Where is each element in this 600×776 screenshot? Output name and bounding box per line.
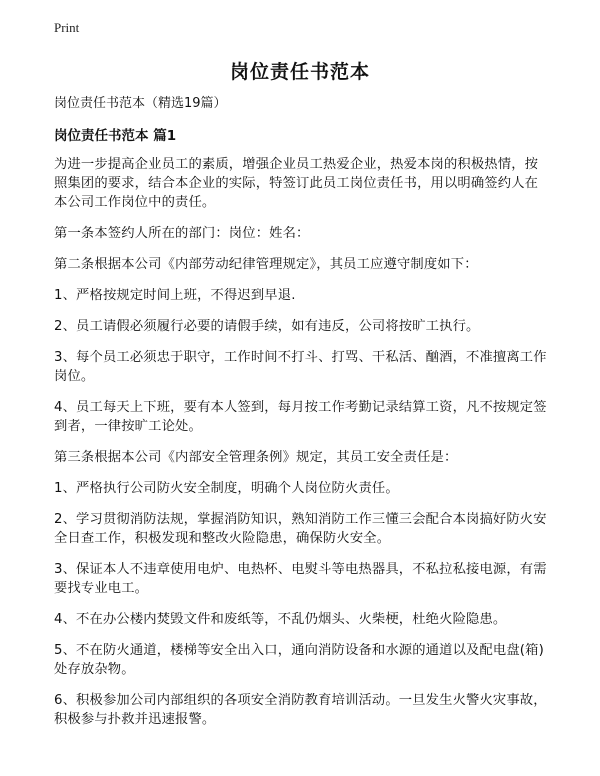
paragraph-rule-1: 1、严格按规定时间上班，不得迟到早退. (54, 288, 296, 303)
paragraph-rule-3: 3、每个员工必须忠于职守，工作时间不打斗、打骂、干私活、酗酒，不准擅离工作岗位。 (54, 350, 547, 384)
paragraph-safety-3: 3、保证本人不违章使用电炉、电热杯、电熨斗等电热器具，不私拉私接电源，有需要找专业电工。 (54, 562, 547, 596)
paragraph-safety-4: 4、不在办公楼内焚毁文件和废纸等，不乱仍烟头、火柴梗，杜绝火险隐患。 (54, 612, 507, 627)
paragraph-safety-1: 1、严格执行公司防火安全制度，明确个人岗位防火责任。 (54, 481, 399, 496)
paragraph-intro: 为进一步提高企业员工的素质，增强企业员工热爱企业，热爱本岗的积极热情，按照集团的要求，结合本企业的实际，特签订此员工岗位责任书，用以明确签约人在本公司工作岗位中的责任。 (54, 157, 539, 210)
paragraph-article-1: 第一条本签约人所在的部门：岗位：姓名： (54, 226, 310, 241)
paragraph-article-3: 第三条根据本公司《内部安全管理条例》规定，其员工安全责任是： (54, 450, 458, 465)
section-heading: 岗位责任书范本 篇1 (54, 128, 177, 144)
paragraph-article-2: 第二条根据本公司《内部劳动纪律管理规定》，其员工应遵守制度如下： (54, 257, 478, 272)
document-subtitle: 岗位责任书范本（精选19篇） (54, 96, 227, 111)
page-title: 岗位责任书范本 (229, 61, 370, 83)
paragraph-safety-2: 2、学习贯彻消防法规，掌握消防知识，熟知消防工作三懂三会配合本岗搞好防火安全日查工作，积极发现和整改火险隐患，确保防火安全。 (54, 512, 547, 546)
paragraph-rule-4: 4、员工每天上下班，要有本人签到，每月按工作考勤记录结算工资，凡不按规定签到者，一律按旷工论处。 (54, 400, 547, 434)
paragraph-safety-5: 5、不在防火通道，楼梯等安全出入口，通向消防设备和水源的通道以及配电盘(箱)处存放杂物。 (54, 643, 544, 677)
print-link[interactable]: Print (54, 20, 80, 35)
paragraph-safety-6: 6、积极参加公司内部组织的各项安全消防教育培训活动。一旦发生火警火灾事故，积极参与扑救并迅速报警。 (54, 693, 547, 727)
document-body (54, 94, 550, 741)
paragraph-rule-2: 2、员工请假必须履行必要的请假手续，如有违反，公司将按旷工执行。 (54, 319, 480, 334)
